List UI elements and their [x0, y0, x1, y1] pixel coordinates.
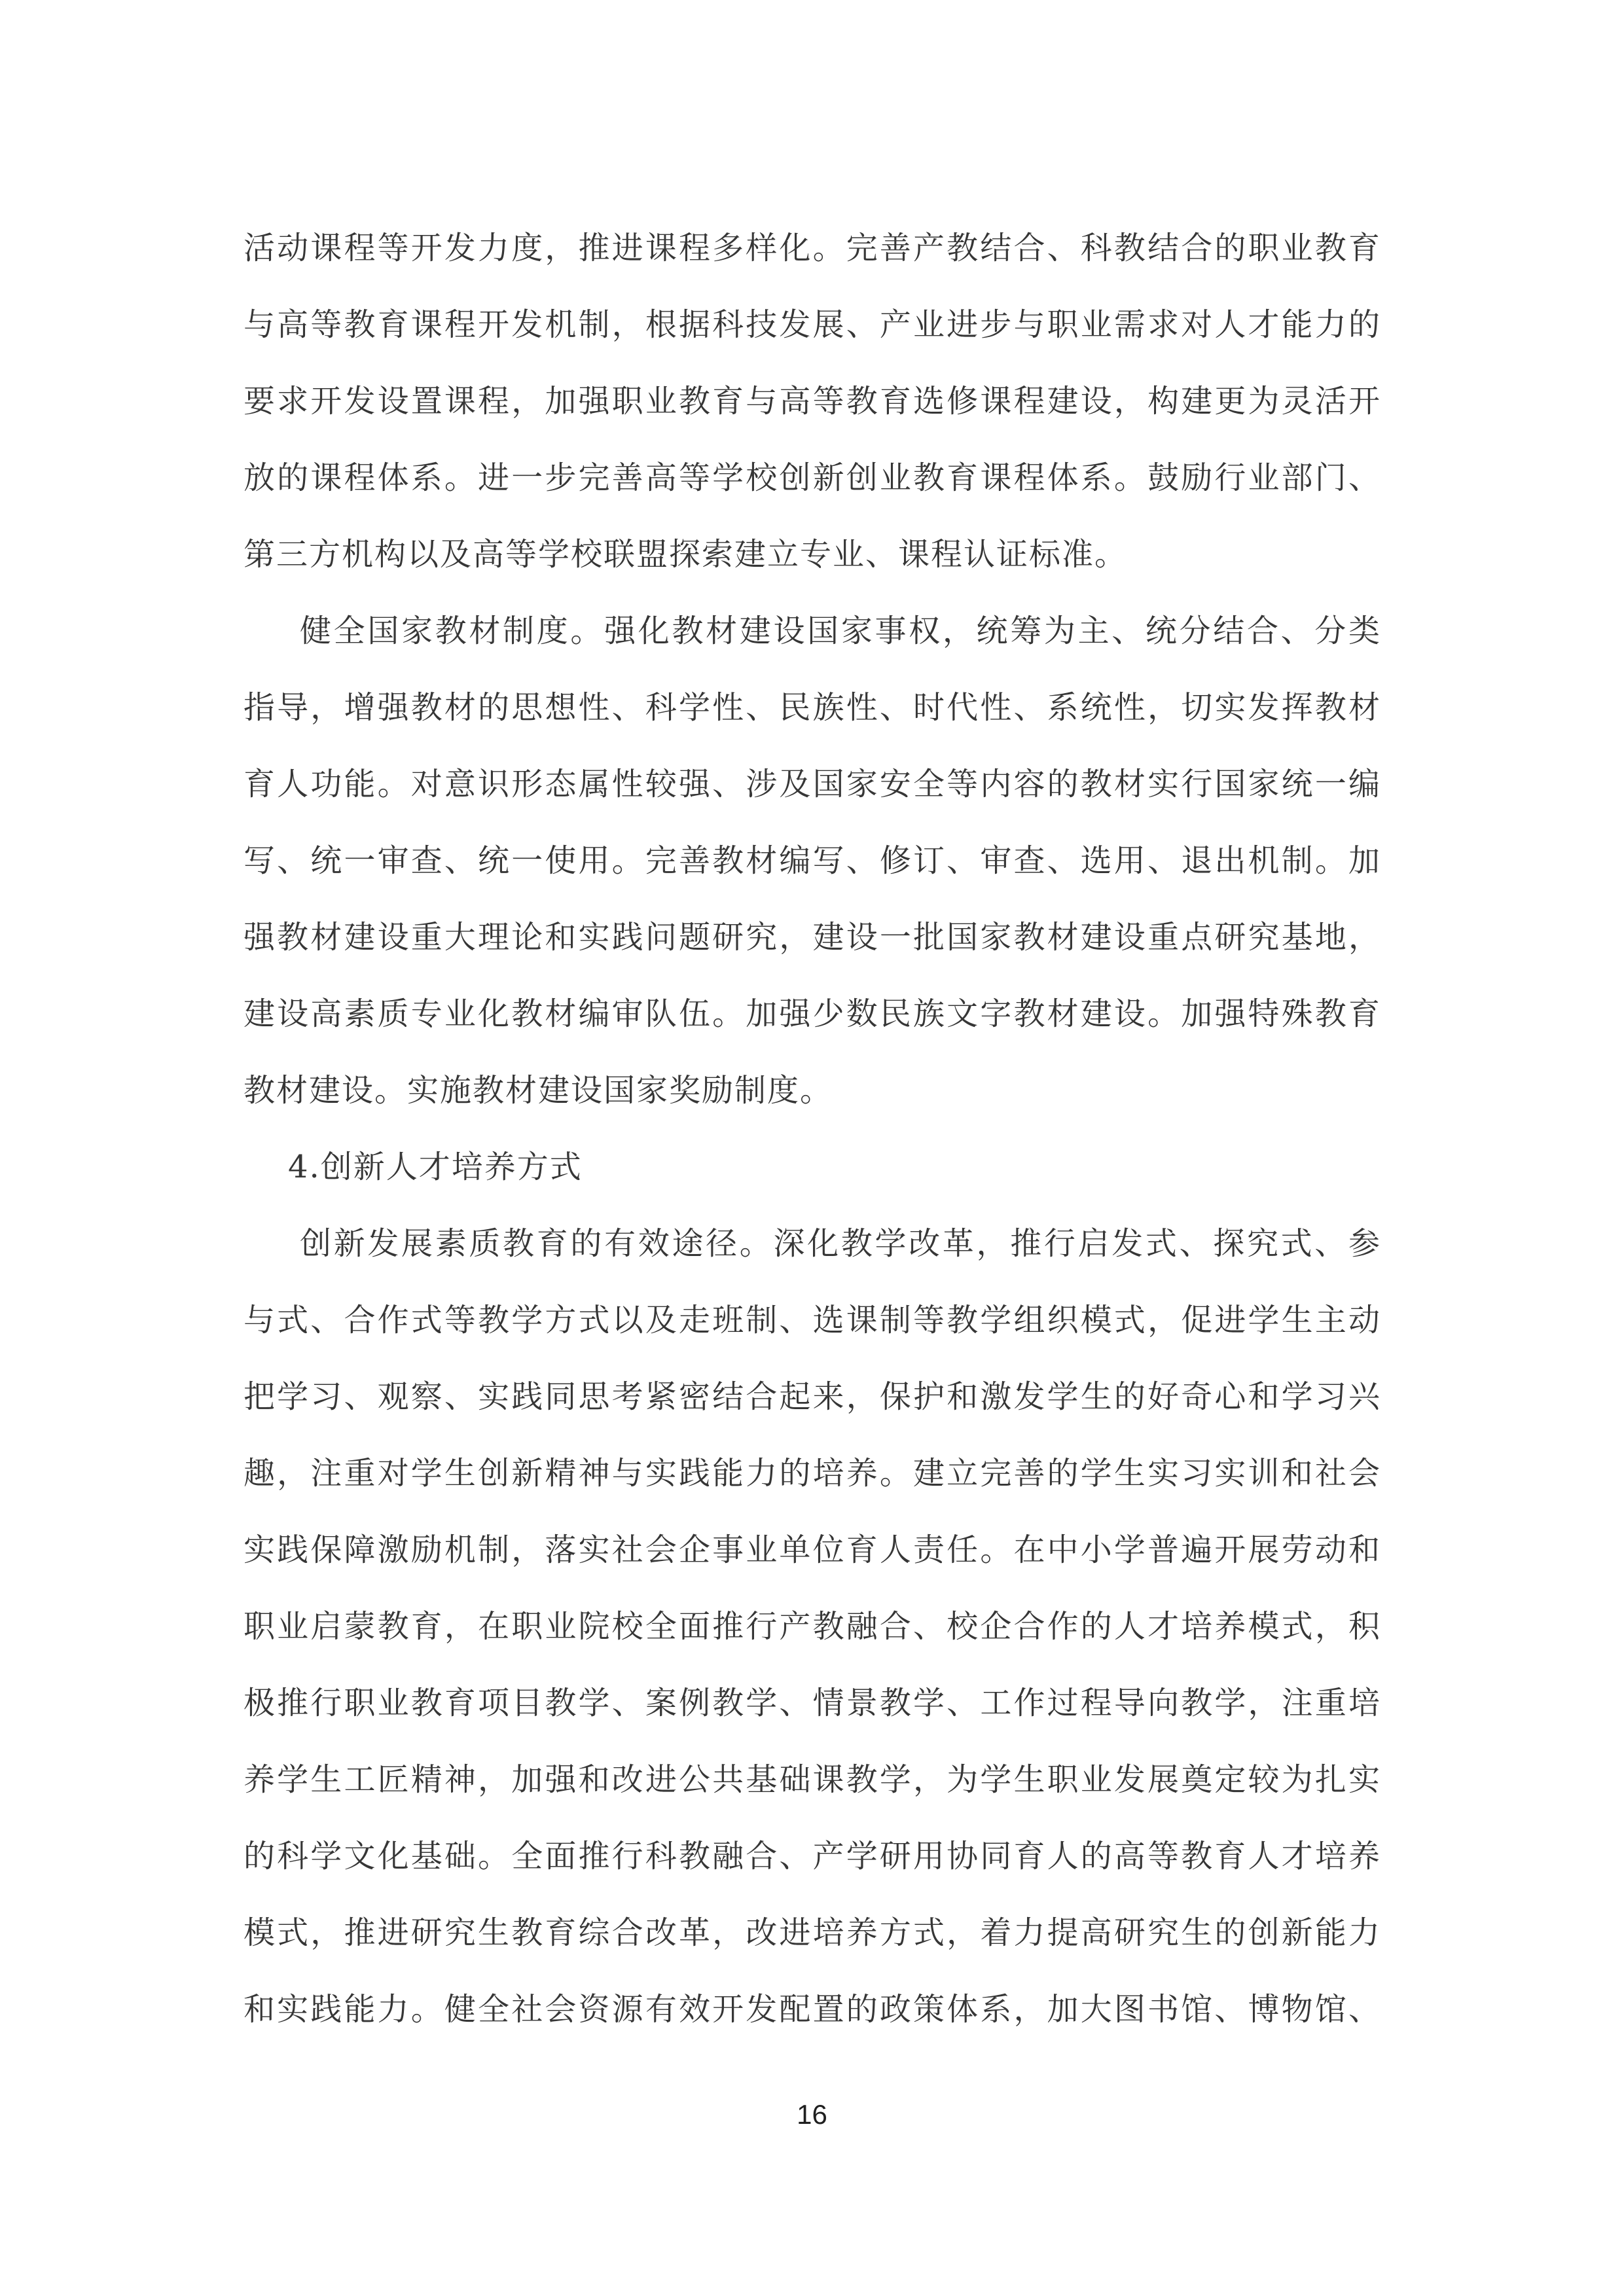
body-text-line: 写、统一审查、统一使用。完善教材编写、修订、审查、选用、退出机制。加	[244, 842, 1381, 879]
body-text-line: 职业启蒙教育，在职业院校全面推行产教融合、校企合作的人才培养模式，积	[244, 1608, 1381, 1645]
body-text-line: 第三方机构以及高等学校联盟探索建立专业、课程认证标准。	[244, 536, 1128, 573]
body-text-line: 极推行职业教育项目教学、案例教学、情景教学、工作过程导向教学，注重培	[244, 1685, 1381, 1721]
body-text-line: 与高等教育课程开发机制，根据科技发展、产业进步与职业需求对人才能力的	[244, 306, 1381, 343]
body-text-line: 建设高素质专业化教材编审队伍。加强少数民族文字教材建设。加强特殊教育	[244, 996, 1381, 1032]
body-text-line: 实践保障激励机制，落实社会企事业单位育人责任。在中小学普遍开展劳动和	[244, 1532, 1381, 1568]
body-text-line: 与式、合作式等教学方式以及走班制、选课制等教学组织模式，促进学生主动	[244, 1302, 1381, 1338]
body-text-line: 模式，推进研究生教育综合改革，改进培养方式，着力提高研究生的创新能力	[244, 1914, 1381, 1951]
body-text-line: 放的课程体系。进一步完善高等学校创新创业教育课程体系。鼓励行业部门、	[244, 459, 1381, 496]
body-text-line: 育人功能。对意识形态属性较强、涉及国家安全等内容的教材实行国家统一编	[244, 766, 1381, 802]
body-text-line: 和实践能力。健全社会资源有效开发配置的政策体系，加大图书馆、博物馆、	[244, 1991, 1381, 2028]
body-text-line: 趣，注重对学生创新精神与实践能力的培养。建立完善的学生实习实训和社会	[244, 1455, 1381, 1492]
body-text-block	[244, 210, 1381, 2048]
body-text-line: 要求开发设置课程，加强职业教育与高等教育选修课程建设，构建更为灵活开	[244, 383, 1381, 420]
body-text-line: 教材建设。实施教材建设国家奖励制度。	[244, 1072, 833, 1109]
body-text-line: 强教材建设重大理论和实践问题研究，建设一批国家教材建设重点研究基地，	[244, 919, 1381, 956]
body-text-line: 活动课程等开发力度，推进课程多样化。完善产教结合、科教结合的职业教育	[244, 230, 1381, 266]
body-text-line: 把学习、观察、实践同思考紧密结合起来，保护和激发学生的好奇心和学习兴	[244, 1378, 1381, 1415]
body-text-line: 的科学文化基础。全面推行科教融合、产学研用协同育人的高等教育人才培养	[244, 1838, 1381, 1874]
page-number: 16	[797, 2099, 827, 2130]
section-heading-line: 4.创新人才培养方式	[288, 1149, 583, 1185]
body-text-line: 创新发展素质教育的有效途径。深化教学改革，推行启发式、探究式、参	[300, 1225, 1381, 1262]
body-text-line: 健全国家教材制度。强化教材建设国家事权，统筹为主、统分结合、分类	[300, 613, 1381, 649]
body-text-line: 养学生工匠精神，加强和改进公共基础课教学，为学生职业发展奠定较为扎实	[244, 1761, 1381, 1798]
body-text-line: 指导，增强教材的思想性、科学性、民族性、时代性、系统性，切实发挥教材	[244, 689, 1381, 726]
